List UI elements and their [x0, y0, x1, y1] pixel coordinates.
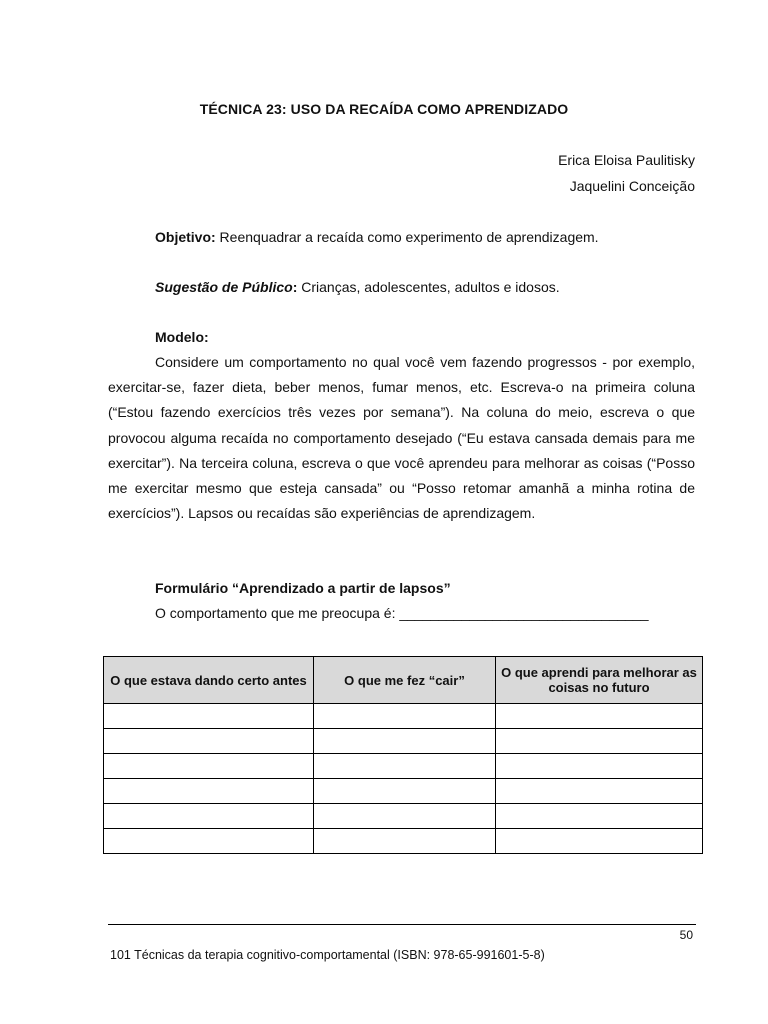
table-cell: [496, 804, 703, 829]
objective-line: [155, 229, 599, 245]
table-header-row: [104, 657, 703, 704]
model-label: Modelo:: [155, 329, 209, 345]
objective-label: Objetivo:: [155, 229, 216, 245]
footer-citation: 101 Técnicas da terapia cognitivo-comportamental (ISBN: 978-65-991601-5-8): [110, 948, 545, 962]
form-title-text: Formulário “Aprendizado a partir de lapsos”: [155, 580, 451, 596]
table-cell: [314, 779, 496, 804]
form-prompt: O comportamento que me preocupa é: ________________________________: [155, 605, 649, 621]
table-cell: [314, 704, 496, 729]
form-title: [155, 580, 451, 596]
table-row: [104, 829, 703, 854]
table-cell: [314, 829, 496, 854]
objective-text: Reenquadrar a recaída como experimento de aprendizagem.: [215, 229, 599, 245]
table-cell: [496, 729, 703, 754]
column-header: O que aprendi para melhorar as coisas no futuro: [496, 657, 703, 704]
table-row: [104, 729, 703, 754]
page-number: 50: [679, 928, 693, 942]
model-paragraph: Considere um comportamento no qual você vem fazendo progressos - por exemplo, exercitar-se, fazer dieta, beber menos, fumar menos, etc. Escreva-o na primeira coluna (“Estou fazendo exercícios três vezes por semana”). Na coluna do meio, escreva o que provocou alguma recaída no comportamento desejado (“Eu estava cansada demais para me exercitar”). Na terceira coluna, escreva o que você aprendeu para melhorar as coisas (“Posso me exercitar mesmo que esteja cansada” ou “Posso retomar amanhã a minha rotina de exercícios”). Lapsos ou recaídas são experiências de aprendizagem.: [108, 354, 695, 522]
table-cell: [104, 754, 314, 779]
table-cell: [104, 729, 314, 754]
table-cell: [104, 804, 314, 829]
table-cell: [496, 754, 703, 779]
table-cell: [314, 804, 496, 829]
table-row: [104, 754, 703, 779]
page-title: TÉCNICA 23: USO DA RECAÍDA COMO APRENDIZADO: [199, 101, 569, 117]
lapse-form-table: [103, 656, 703, 854]
author-name: Jaquelini Conceição: [569, 178, 695, 194]
audience-label: Sugestão de Público: [155, 279, 293, 295]
author-name: Erica Eloisa Paulitisky: [558, 152, 695, 168]
table-cell: [104, 779, 314, 804]
audience-line: [155, 279, 560, 295]
table-cell: [104, 829, 314, 854]
model-heading: [155, 329, 209, 345]
table-cell: [496, 779, 703, 804]
footer-divider: [108, 924, 696, 925]
column-header: O que estava dando certo antes: [104, 657, 314, 704]
table-cell: [314, 754, 496, 779]
column-header: O que me fez “cair”: [314, 657, 496, 704]
table-cell: [314, 729, 496, 754]
table-cell: [496, 829, 703, 854]
audience-text: Crianças, adolescentes, adultos e idosos.: [297, 279, 560, 295]
table-row: [104, 779, 703, 804]
audience-colon: :: [292, 279, 298, 295]
table-cell: [496, 704, 703, 729]
table-cell: [104, 704, 314, 729]
table-row: [104, 804, 703, 829]
table-row: [104, 704, 703, 729]
